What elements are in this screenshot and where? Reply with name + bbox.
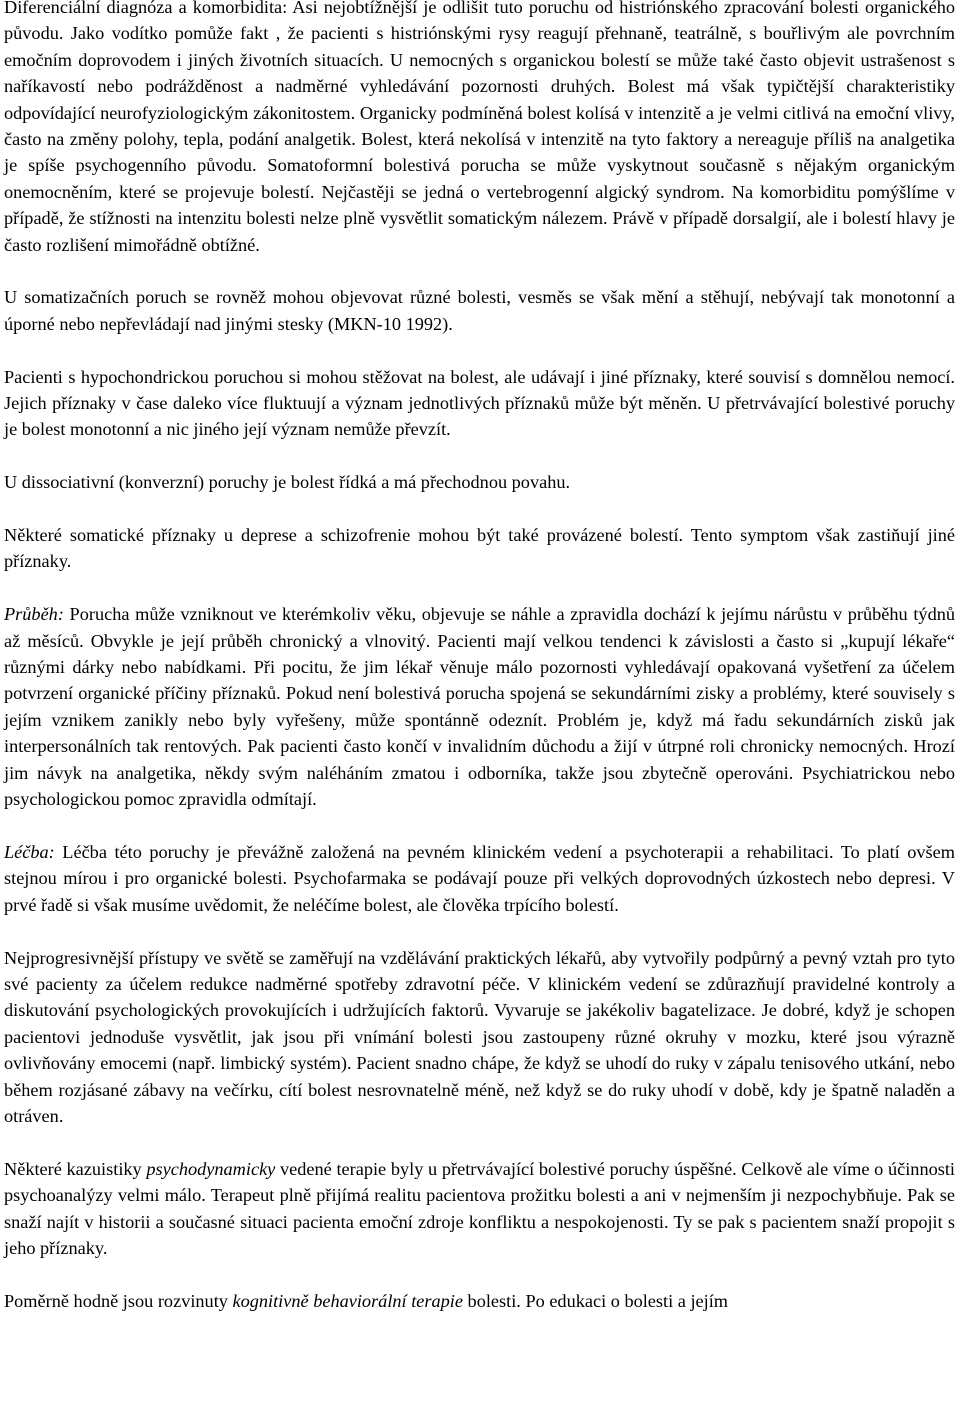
psychodynamic-term: psychodynamicky <box>146 1158 276 1179</box>
paragraph-depression-schizophrenia: Některé somatické příznaky u deprese a schizofrenie mohou být také provázené bolestí. Tento symptom však zastiňují jiné příznaky. <box>4 525 955 572</box>
paragraph-differential-diagnosis: Diferenciální diagnóza a komorbidita: Asi nejobtížnější je odlišit tuto poruchu od histriónského zpracování bolesti organického původu. Jako vodítko pomůže fakt , že pacienti s histriónskými rysy reagují přehnaně, teatrálně, s bouřlivým ale povrchním emočním doprovodem i jiných životních situacích. U nemocných s organickou bolestí se může také často objevit ustrašenost s naříkavostí nebo podrážděnost a nadměrné vyhledávání pozornosti druhých. Bolest má však typičtější charakteristiky odpovídající neurofyziologickým zákonitostem. Organicky podmíněná bolest kolísá v intenzitě a je velmi citlivá na emoční vlivy, často na změny polohy, tepla, podání analgetik. Bolest, která nekolísá v intenzitě na tyto faktory a nereaguje příliš na analgetika je spíše psychogenního původu. Somatoformní bolestivá porucha se může vyskytnout současně s nějakým organickým onemocněním, které se projevuje bolestí. Nejčastěji se jedná o vertebrogenní algický syndrom. Na komorbiditu pomýšlíme v případě, že stížnosti na intenzitu bolesti nelze plně vysvětlit somatickým nálezem. Právě v případě dorsalgií, ale i bolestí hlavy je často rozlišení mimořádně obtížné. <box>4 0 955 255</box>
section-label-course: Průběh: <box>4 604 64 625</box>
paragraph-hypochondria: Pacienti s hypochondrickou poruchou si mohou stěžovat na bolest, ale udávají i jiné příznaky, které souvisí s domnělou nemocí. Jejich příznaky v čase daleko více fluktuují a význam jednotlivých příznaků může být měněn. U přetrvávající bolestivé poruchy je bolest monotonní a nic jiného její význam nemůže převzít. <box>4 366 955 440</box>
paragraph-somatization: U somatizačních poruch se rovněž mohou objevovat různé bolesti, vesměs se však mění a stěhují, nebývají tak monotonní a úporné nebo nepřevládají nad jinými stesky (MKN-10 1992). <box>4 287 955 334</box>
psychodynamic-text-end: vedené terapie byly u přetrvávající bolestivé poruchy úspěšné. Celkově ale víme o účinnosti psychoanalýzy velmi málo. Terapeut plně přijímá realitu pacientova prožitku bolesti a ani v nejmenším ji nezpochybňuje. Pak se snaží najít v historii a současné situaci pacienta emoční zdroje konfliktu a nespokojenosti. Ty se pak s pacientem snaží propojit s jeho příznaky. <box>4 1158 956 1258</box>
paragraph-psychodynamic <box>4 1156 955 1262</box>
section-label-treatment: Léčba: <box>4 841 55 862</box>
cbt-text-end: bolesti. Po edukaci o bolesti a jejím <box>462 1290 729 1311</box>
paragraph-course <box>4 601 955 812</box>
paragraph-dissociative: U dissociativní (konverzní) poruchy je bolest řídká a má přechodnou povahu. <box>4 472 571 493</box>
paragraph-progressive-approaches: Nejprogresivnější přístupy ve světě se zaměřují na vzdělávání praktických lékařů, aby vytvořily podpůrný a pevný vztah pro tyto své pacienty za účelem redukce nadměrné spotřeby zdravotní péče. V klinickém vedení se zdůrazňují pravidelné kontroly a diskutování psychologických provokujících i udržujících faktorů. Vyvaruje se jakékoliv bagatelizace. Je dobré, když je schopen pacientovi jednoduše vysvětlit, jak jsou při vnímání bolesti jsou zastoupeny různé okruhy v mozku, které jsou výrazně ovlivňovány emocemi (např. limbický systém). Pacient snadno chápe, že když se uhodí do ruky v zápalu tenisového utkání, nebo během rozjásané zábavy na večírku, cítí bolest nesrovnatelně méně, než když se do ruky uhodí v době, kdy je špatně naladěn a otráven. <box>4 947 955 1126</box>
paragraph-cognitive-behavioral <box>4 1288 955 1314</box>
cbt-text-start: Poměrně hodně jsou rozvinuty <box>4 1290 233 1311</box>
paragraph-course-text: Porucha může vzniknout ve kterémkoliv věku, objevuje se náhle a zpravidla dochází k jejímu nárůstu v průběhu týdnů až měsíců. Obvykle je její průběh chronický a vlnovitý. Pacienti mají velkou tendenci k závislosti a často si „kupují lékaře“ různými dárky nebo nabídkami. Při pocitu, že jim lékař věnuje málo pozornosti vyhledávají opakovaná vyšetření za účelem potvrzení organické příčiny příznaků. Pokud není bolestivá porucha spojená se sekundárními zisky a problémy, které souvisely s jejím vznikem zanikly nebo byly vyřešeny, může spontánně odeznít. Problém je, když má řadu sekundárních zisků jak interpersonálních tak rentových. Pak pacienti často končí v invalidním důchodu a žijí v útrpné roli chronicky nemocných. Hrozí jim návyk na analgetika, někdy svým naléháním zmatou i odborníka, takže jsou zbytečně operováni. Psychiatrickou nebo psychologickou pomoc zpravidla odmítají. <box>4 604 955 810</box>
cbt-term: kognitivně behaviorální terapie <box>232 1290 463 1311</box>
psychodynamic-text-start: Některé kazuistiky <box>4 1158 147 1179</box>
paragraph-treatment <box>4 839 955 918</box>
paragraph-treatment-text: Léčba této poruchy je převážně založená na pevném klinickém vedení a psychoterapii a rehabilitaci. To platí ovšem stejnou mírou i pro organické bolesti. Psychofarmaka se podávají pouze při velkých doprovodných úzkostech nebo depresi. V prvé řadě si však musíme uvědomit, že neléčíme bolest, ale člověka trpícího bolestí. <box>4 841 955 915</box>
